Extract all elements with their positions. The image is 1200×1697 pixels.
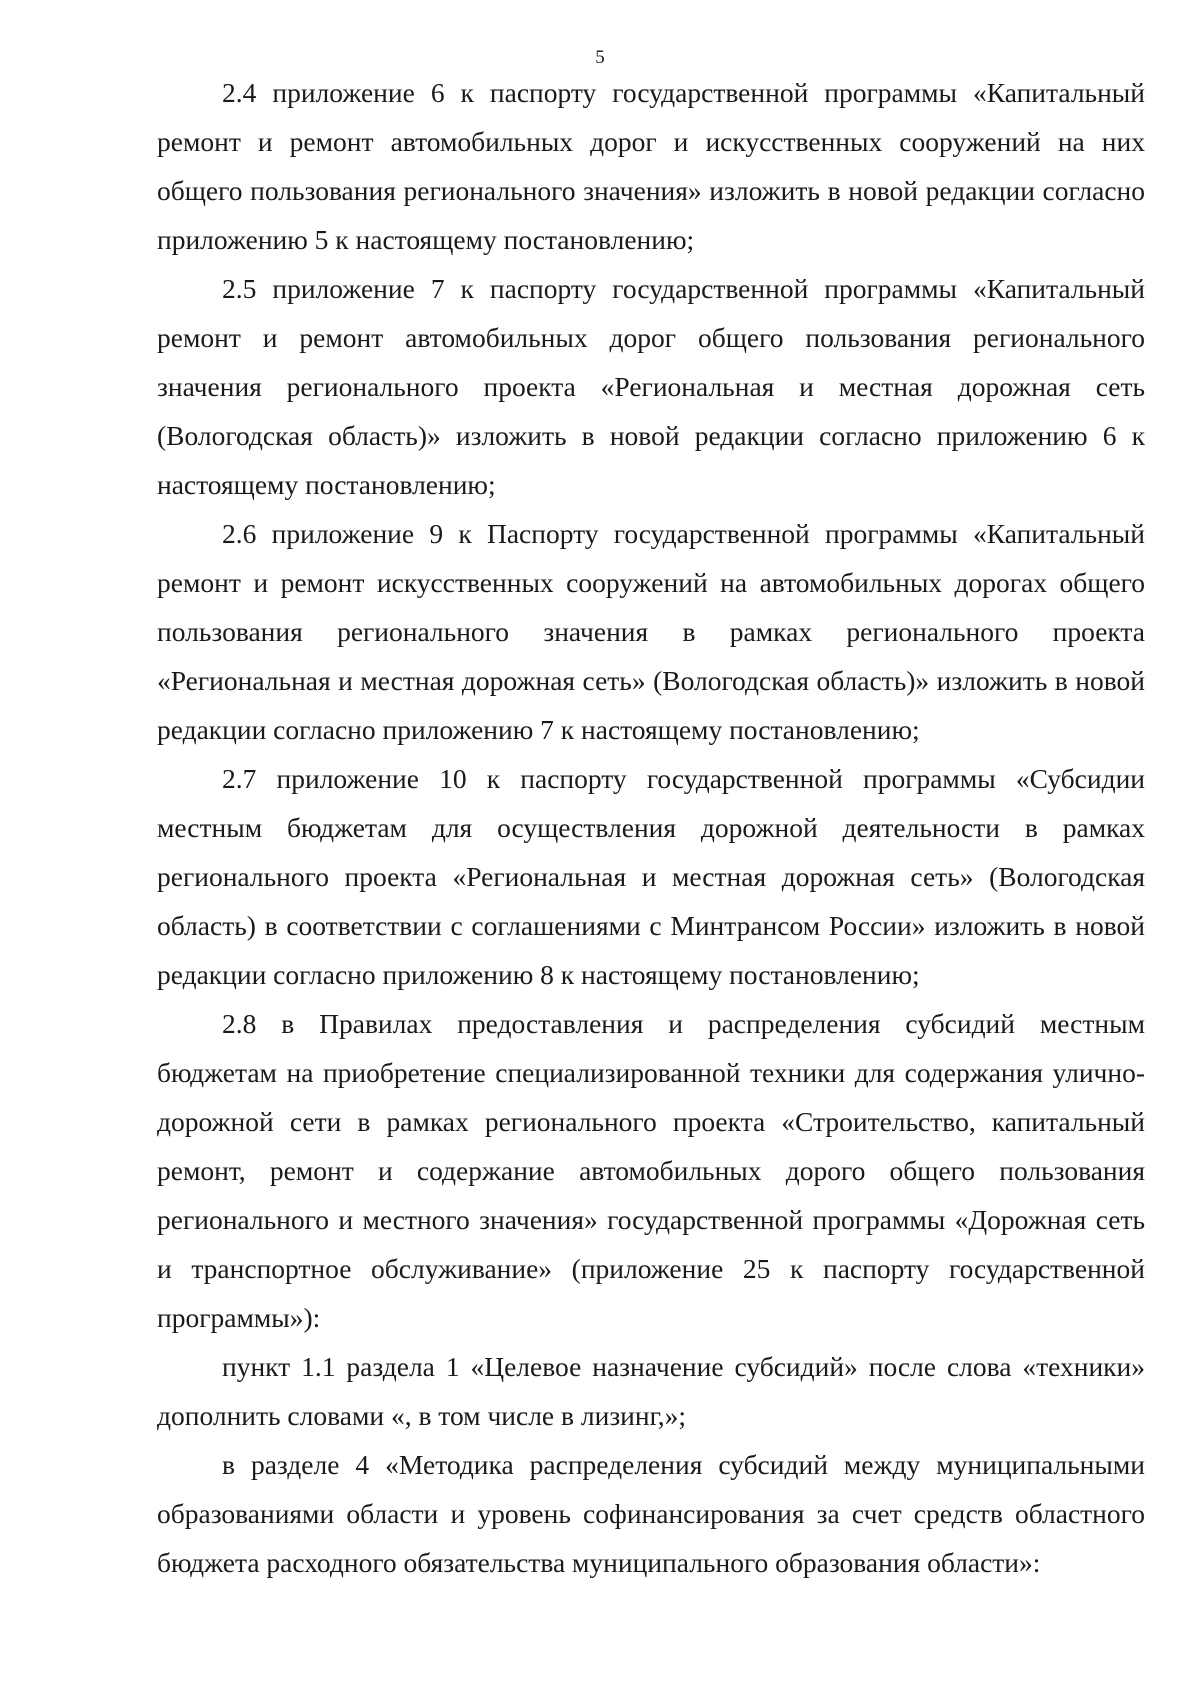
paragraph-2-5: 2.5 приложение 7 к паспорту государственной программы «Капитальный ремонт и ремонт автомобильных дорог общего пользования регионального значения регионального проекта «Региональная и местная дорожная сеть (Вологодская область)» изложить в новой редакции согласно приложению 6 к настоящему постановлению; [157, 273, 1145, 500]
page-number: 5 [595, 47, 605, 68]
document-body [157, 68, 1145, 1587]
paragraph-2-7: 2.7 приложение 10 к паспорту государственной программы «Субсидии местным бюджетам для осуществления дорожной деятельности в рамках регионального проекта «Региональная и местная дорожная сеть» (Вологодская область) в соответствии с соглашениями с Минтрансом России» изложить в новой редакции согласно приложению 8 к настоящему постановлению; [157, 763, 1145, 990]
paragraph-2-8: 2.8 в Правилах предоставления и распределения субсидий местным бюджетам на приобретение специализированной техники для содержания улично-дорожной сети в рамках регионального проекта «Строительство, капитальный ремонт, ремонт и содержание автомобильных дорого общего пользования регионального и местного значения» государственной программы «Дорожная сеть и транспортное обслуживание» (приложение 25 к паспорту государственной программы»): [157, 1008, 1145, 1333]
paragraph-point-1-1: пункт 1.1 раздела 1 «Целевое назначение субсидий» после слова «техники» дополнить словами «, в том числе в лизинг,»; [157, 1351, 1145, 1431]
paragraph-2-6: 2.6 приложение 9 к Паспорту государственной программы «Капитальный ремонт и ремонт искусственных сооружений на автомобильных дорогах общего пользования регионального значения в рамках регионального проекта «Региональная и местная дорожная сеть» (Вологодская область)» изложить в новой редакции согласно приложению 7 к настоящему постановлению; [157, 518, 1145, 745]
paragraph-section-4: в разделе 4 «Методика распределения субсидий между муниципальными образованиями области и уровень софинансирования за счет средств областного бюджета расходного обязательства муниципального образования области»: [157, 1449, 1145, 1578]
paragraph-2-4: 2.4 приложение 6 к паспорту государственной программы «Капитальный ремонт и ремонт автомобильных дорог и искусственных сооружений на них общего пользования регионального значения» изложить в новой редакции согласно приложению 5 к настоящему постановлению; [157, 77, 1145, 255]
